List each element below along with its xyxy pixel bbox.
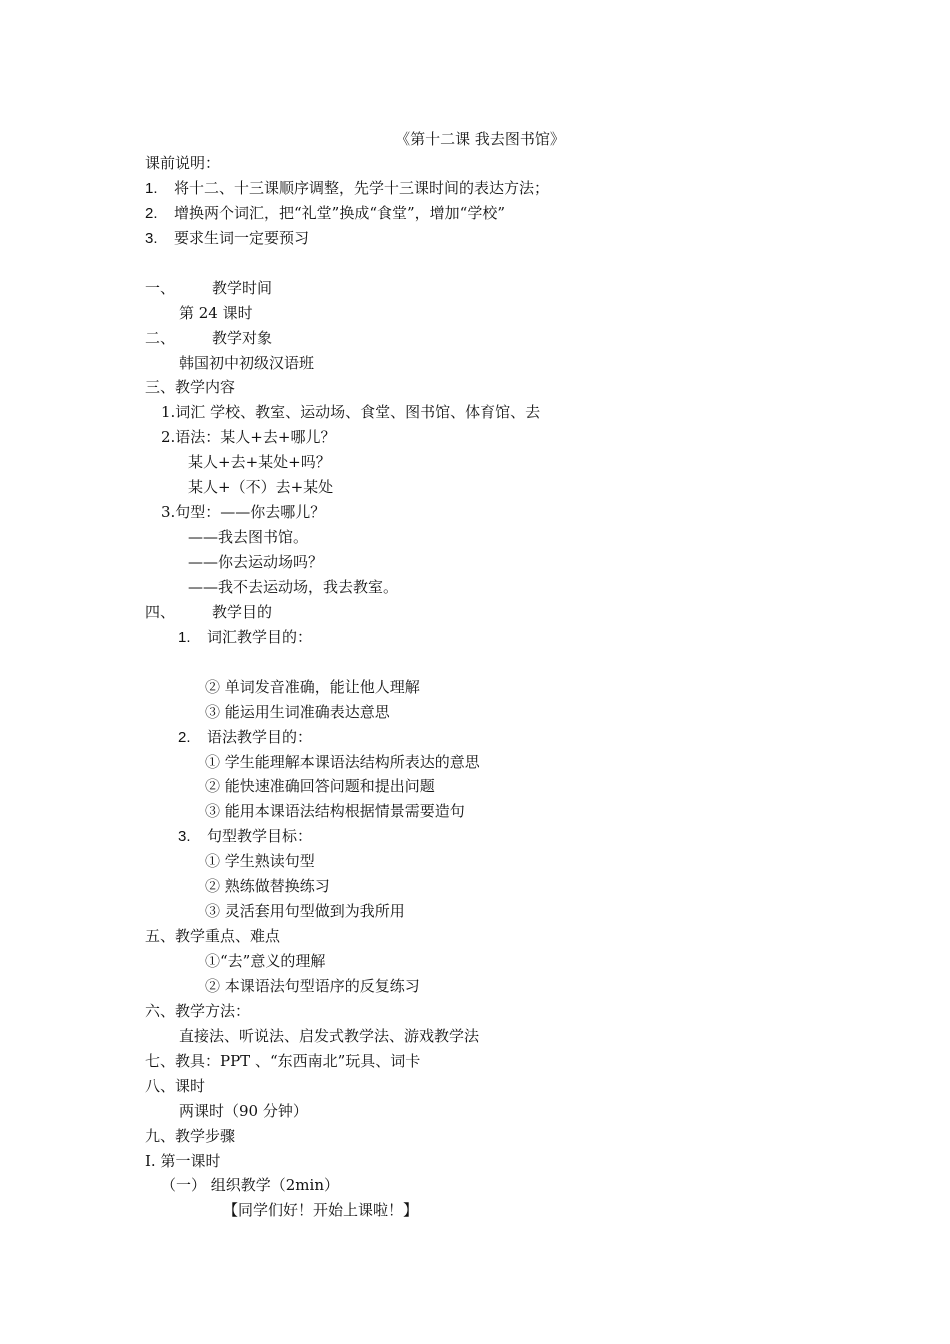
key-point: ② 本课语法句型语序的反复练习 xyxy=(205,976,420,995)
section-number: 二、 xyxy=(145,328,176,347)
content-line: 某人+去+某处+吗？ xyxy=(188,453,331,472)
list-number: 3. xyxy=(145,229,158,247)
list-number: 2. xyxy=(178,728,191,746)
content-line: ——我不去运动场，我去教室。 xyxy=(188,577,399,596)
section-number: 一、 xyxy=(145,278,176,297)
list-text: 要求生词一定要预习 xyxy=(174,228,310,247)
content-line: 3.句型：——你去哪儿？ xyxy=(161,503,326,522)
page-title: 《第十二课 我去图书馆》 xyxy=(395,130,565,148)
goal-heading xyxy=(145,625,845,650)
section-body: 直接法、听说法、启发式教学法、游戏教学法 xyxy=(179,1026,480,1045)
goal-title: 句型教学目标： xyxy=(207,827,313,846)
goal-item: ① 学生能理解本课语法结构所表达的意思 xyxy=(205,752,480,771)
goal-item: ③ 灵活套用句型做到为我所用 xyxy=(205,902,405,921)
list-text: 增换两个词汇，把“礼堂”换成“食堂”，增加“学校” xyxy=(174,203,506,222)
section-heading xyxy=(145,276,845,301)
section-body: 两课时（90 分钟） xyxy=(179,1101,308,1120)
content-line: ——你去运动场吗？ xyxy=(188,553,324,571)
pre-notes-heading: 课前说明： xyxy=(145,154,221,172)
spacer xyxy=(145,251,845,276)
pre-note-item xyxy=(145,176,845,201)
content-line: 某人+（不）去+某处 xyxy=(188,478,334,497)
list-number: 3. xyxy=(178,828,191,846)
goal-title: 词汇教学目的： xyxy=(207,627,313,646)
section-heading: 九、教学步骤 xyxy=(145,1126,236,1145)
goal-item: ② 单词发音准确，能让他人理解 xyxy=(205,677,420,696)
pre-note-item xyxy=(145,201,845,226)
section-heading: 八、课时 xyxy=(145,1076,206,1095)
section-heading: 三、教学内容 xyxy=(145,378,236,397)
goal-heading xyxy=(145,725,845,750)
section-body: 韩国初中初级汉语班 xyxy=(179,353,315,372)
list-number: 1. xyxy=(145,179,158,197)
pre-note-item xyxy=(145,226,845,251)
step-heading: （一） 组织教学（2min） xyxy=(161,1176,339,1195)
section-title: 教学时间 xyxy=(212,278,273,297)
section-heading xyxy=(145,326,845,351)
section-heading: 五、教学重点、难点 xyxy=(145,927,281,946)
spacer xyxy=(145,650,845,675)
goal-item: ① 学生熟读句型 xyxy=(205,852,315,871)
list-text: 将十二、十三课顺序调整，先学十三课时间的表达方法； xyxy=(174,178,550,197)
key-point: ①“去”意义的理解 xyxy=(205,952,326,970)
section-heading: 六、教学方法： xyxy=(145,1001,251,1020)
content-line: 2.语法：某人+去+哪儿？ xyxy=(161,428,336,447)
section-title: 教学目的 xyxy=(212,602,273,621)
section-number: 四、 xyxy=(145,602,176,621)
list-number: 1. xyxy=(178,628,191,646)
section-heading xyxy=(145,600,845,625)
section-body: 第 24 课时 xyxy=(179,303,253,322)
goal-item: ③ 能用本课语法结构根据情景需要造句 xyxy=(205,802,465,821)
period-heading: Ⅰ. 第一课时 xyxy=(145,1151,221,1170)
document-body xyxy=(145,151,845,1223)
section-heading: 七、教具：PPT 、“东西南北”玩具、词卡 xyxy=(145,1051,421,1070)
section-title: 教学对象 xyxy=(212,328,273,347)
goal-title: 语法教学目的： xyxy=(207,727,313,746)
goal-item: ② 能快速准确回答问题和提出问题 xyxy=(205,777,435,796)
greeting-line: 【同学们好！开始上课啦！】 xyxy=(223,1201,419,1220)
list-number: 2. xyxy=(145,204,158,222)
goal-item: ② 熟练做替换练习 xyxy=(205,877,330,896)
goal-item: ③ 能运用生词准确表达意思 xyxy=(205,702,390,721)
content-line: 1.词汇 学校、教室、运动场、食堂、图书馆、体育馆、去 xyxy=(161,403,541,422)
goal-heading xyxy=(145,824,845,849)
content-line: ——我去图书馆。 xyxy=(188,528,309,547)
